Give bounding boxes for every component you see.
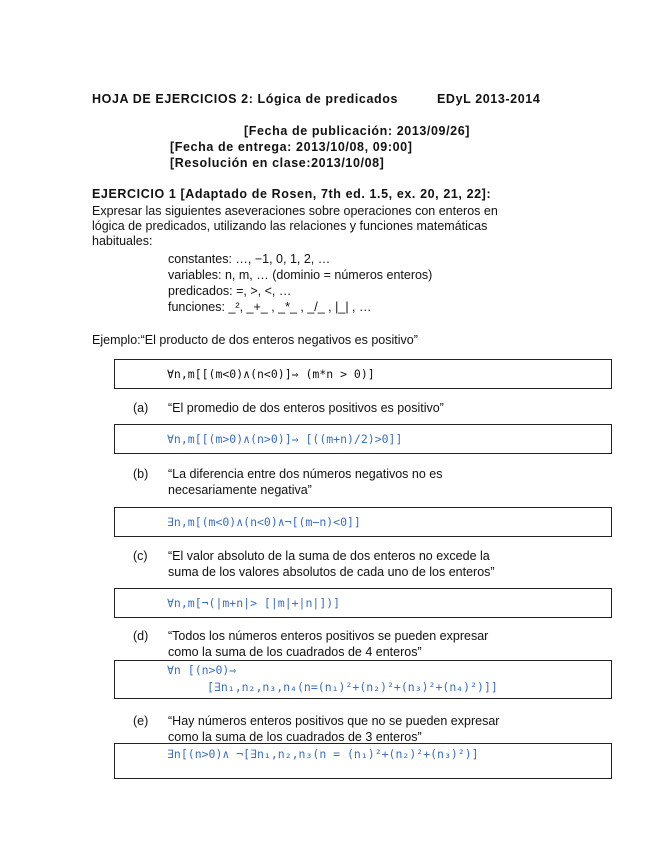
course-label: EDyL 2013-2014 — [437, 92, 541, 106]
answer-formula-e: ∃n[(n>0)∧ ¬[∃n₁,n₂,n₃(n = (n₁)²+(n₂)²+(n₃)²)] — [167, 747, 479, 761]
exercise-intro-line-2: lógica de predicados, utilizando las relaciones y funciones matemáticas — [92, 219, 488, 233]
example-text: Ejemplo:“El producto de dos enteros negativos es positivo” — [92, 333, 418, 347]
item-statement-a: “El promedio de dos enteros positivos es positivo” — [168, 401, 444, 415]
item-statement-e-line-1: “Hay números enteros positivos que no se pueden expresar — [168, 714, 500, 728]
answer-box-a — [114, 424, 612, 454]
example-formula: ∀n,m[[(m<0)∧(n<0)]⇒ (m*n > 0)] — [167, 367, 375, 381]
functions-line: funciones: _², _+_ , _*_ , _/_ , |_| , … — [168, 300, 372, 314]
answer-formula-a: ∀n,m[[(m>0)∧(n>0)]⇒ [((m+n)/2)>0]] — [167, 432, 403, 446]
predicates-line: predicados: =, >, <, … — [168, 284, 292, 298]
item-statement-b-line-2: necesariamente negativa” — [168, 483, 312, 497]
variables-line: variables: n, m, … (dominio = números enteros) — [168, 268, 433, 282]
constants-line: constantes: …, −1, 0, 1, 2, … — [168, 252, 331, 266]
item-statement-d-line-1: “Todos los números enteros positivos se pueden expresar — [168, 629, 489, 643]
answer-box-e — [114, 743, 612, 779]
item-label-a: (a) — [133, 401, 149, 415]
item-statement-b-line-1: “La diferencia entre dos números negativos no es — [168, 467, 443, 481]
exercise-intro-line-3: habituales: — [92, 234, 153, 248]
example-box — [114, 359, 612, 389]
exercise-title: EJERCICIO 1 [Adaptado de Rosen, 7th ed. 1.5, ex. 20, 21, 22]: — [92, 187, 492, 201]
answer-formula-c: ∀n,m[¬(|m+n|> [|m|+|n|])] — [167, 596, 341, 610]
item-label-c: (c) — [133, 549, 148, 563]
publication-date: [Fecha de publicación: 2013/09/26] — [244, 124, 471, 138]
sheet-title: HOJA DE EJERCICIOS 2: Lógica de predicados — [92, 92, 399, 106]
exercise-intro-line-1: Expresar las siguientes aseveraciones sobre operaciones con enteros en — [92, 204, 498, 218]
answer-formula-d-line-2: [∃n₁,n₂,n₃,n₄(n=(n₁)²+(n₂)²+(n₃)²+(n₄)²)]] — [207, 680, 498, 694]
answer-formula-d-line-1: ∀n [(n>0)⇒ — [167, 663, 237, 677]
answer-formula-b: ∃n,m[(m<0)∧(n<0)∧¬[(m−n)<0]] — [167, 515, 361, 529]
item-statement-d-line-2: como la suma de los cuadrados de 4 enteros” — [168, 645, 422, 659]
answer-box-c — [114, 588, 612, 618]
answer-box-b — [114, 507, 612, 537]
item-label-b: (b) — [133, 467, 149, 481]
item-label-d: (d) — [133, 629, 149, 643]
item-statement-c-line-2: suma de los valores absolutos de cada uno de los enteros” — [168, 565, 495, 579]
item-statement-c-line-1: “El valor absoluto de la suma de dos enteros no excede la — [168, 549, 490, 563]
item-statement-e-line-2: como la suma de los cuadrados de 3 enteros” — [168, 730, 422, 744]
resolution-date: [Resolución en clase:2013/10/08] — [170, 156, 385, 170]
item-label-e: (e) — [133, 714, 149, 728]
answer-box-d — [114, 660, 612, 699]
delivery-date: [Fecha de entrega: 2013/10/08, 09:00] — [170, 140, 413, 154]
